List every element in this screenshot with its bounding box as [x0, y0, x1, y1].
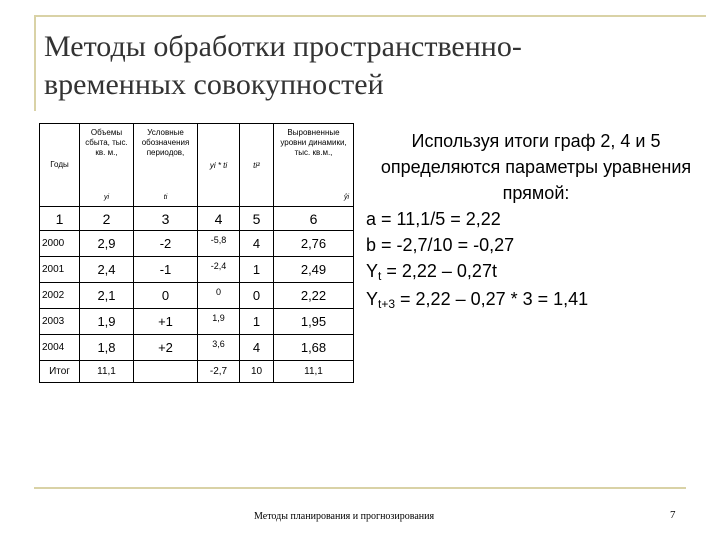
cell-product: 1,9 [198, 309, 240, 335]
column-number: 3 [134, 207, 198, 231]
table-row [40, 257, 354, 283]
equation-yt: $Y_t = 2,22 - 0,27t$ [366, 261, 497, 283]
cell-total-label: Итог [40, 361, 80, 383]
cell-squared: 1 [240, 257, 274, 283]
header-sales-volume: Объемы сбыта, тыс. кв. м., yi [80, 124, 134, 207]
cell-period: 0 [134, 283, 198, 309]
header-years: Годы [40, 124, 80, 207]
cell-volume: 2,4 [80, 257, 134, 283]
column-number: 4 [198, 207, 240, 231]
column-number: 1 [40, 207, 80, 231]
header-squared: ti² [240, 124, 274, 207]
cell-total-period [134, 361, 198, 383]
header-aligned-levels: Выровненные уровни динамики, тыс. кв.м., ŷi [274, 124, 354, 207]
cell-product: -5,8 [198, 231, 240, 257]
cell-product: 3,6 [198, 335, 240, 361]
header-aligned-symbol: ŷi [343, 194, 349, 201]
cell-year: 2002 [40, 283, 80, 309]
cell-period: +2 [134, 335, 198, 361]
column-number: 6 [274, 207, 354, 231]
header-sales-symbol: yi [103, 194, 110, 201]
cell-volume: 2,1 [80, 283, 134, 309]
cell-aligned: 1,95 [274, 309, 354, 335]
cell-period: +1 [134, 309, 198, 335]
table-row [40, 231, 354, 257]
column-number: 2 [80, 207, 134, 231]
slide-title [44, 28, 684, 104]
column-number-row [40, 207, 354, 231]
cell-aligned: 2,22 [274, 283, 354, 309]
cell-volume: 2,9 [80, 231, 134, 257]
table-row [40, 283, 354, 309]
table-row [40, 309, 354, 335]
cell-volume: 1,9 [80, 309, 134, 335]
cell-total-volume: 11,1 [80, 361, 134, 383]
cell-period: -2 [134, 231, 198, 257]
cell-total-product: -2,7 [198, 361, 240, 383]
cell-total-squared: 10 [240, 361, 274, 383]
data-table [39, 123, 354, 383]
cell-year: 2000 [40, 231, 80, 257]
table-header-row [40, 124, 354, 207]
cell-total-aligned: 11,1 [274, 361, 354, 383]
title-line-2: временных совокупностей [44, 68, 384, 101]
explanation-block [366, 128, 706, 314]
column-number: 5 [240, 207, 274, 231]
footer-divider [34, 487, 686, 489]
equation-b: b = -2,7/10 = -0,27 [366, 235, 515, 255]
cell-squared: 4 [240, 335, 274, 361]
cell-squared: 1 [240, 309, 274, 335]
cell-aligned: 2,76 [274, 231, 354, 257]
cell-year: 2004 [40, 335, 80, 361]
header-period-codes: Условные обозначения периодов, ti [134, 124, 198, 207]
cell-aligned: 2,49 [274, 257, 354, 283]
equation-yt-forecast: $Y_{t+3} = 2,22 - 0,27 * 3 = 1,41$ [366, 289, 589, 311]
table-row [40, 335, 354, 361]
page-number: 7 [670, 509, 676, 521]
slide-frame-left [34, 15, 36, 111]
cell-period: -1 [134, 257, 198, 283]
cell-product: -2,4 [198, 257, 240, 283]
header-period-symbol: ti [163, 194, 168, 201]
cell-product: 0 [198, 283, 240, 309]
header-product: yi * ti [198, 124, 240, 207]
cell-year: 2001 [40, 257, 80, 283]
footer-title: Методы планирования и прогнозирования [254, 511, 435, 522]
cell-squared: 4 [240, 231, 274, 257]
cell-volume: 1,8 [80, 335, 134, 361]
table-total-row [40, 361, 354, 383]
title-line-1: Методы обработки пространственно- [44, 30, 522, 63]
explanation-intro: Используя итоги граф 2, 4 и 5 определяются параметры уравнения прямой: [380, 131, 692, 203]
cell-squared: 0 [240, 283, 274, 309]
cell-aligned: 1,68 [274, 335, 354, 361]
cell-year: 2003 [40, 309, 80, 335]
equation-a: a = 11,1/5 = 2,22 [366, 209, 501, 229]
slide-frame-top [34, 15, 706, 17]
